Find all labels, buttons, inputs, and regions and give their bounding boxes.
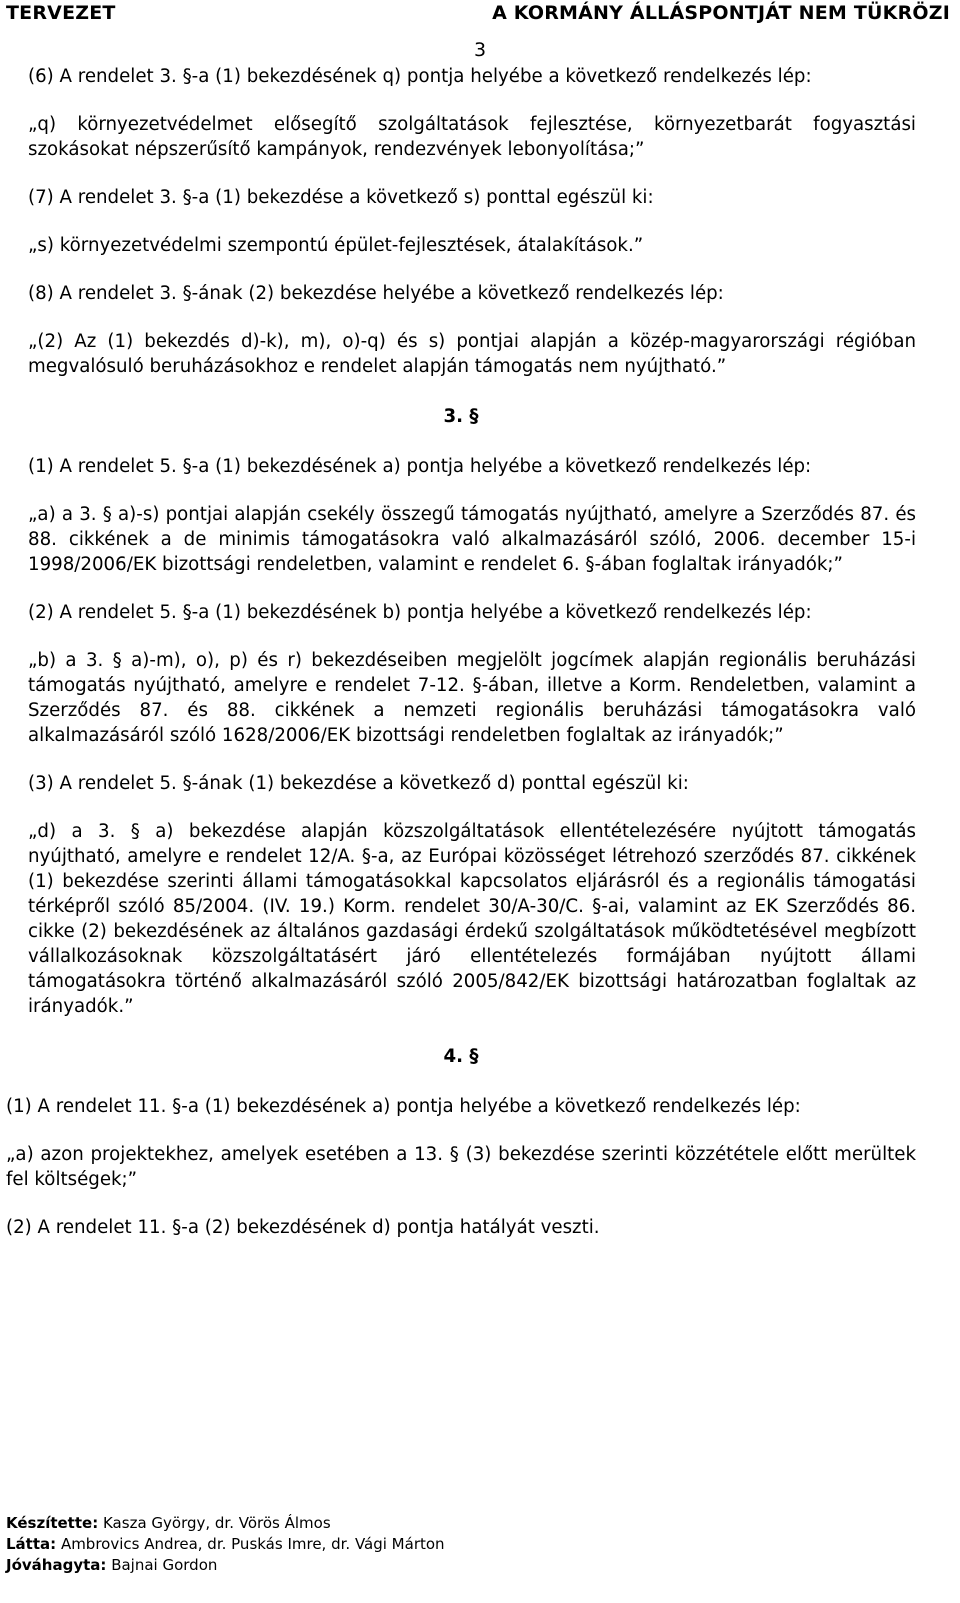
- paragraph-7-quote: „s) környezetvédelmi szempontú épület-fejlesztések, átalakítások.”: [28, 235, 644, 256]
- section-3-heading: 3. §: [443, 406, 479, 427]
- seen-by-names: Ambrovics Andrea, dr. Puskás Imre, dr. Vági Márton: [60, 1535, 445, 1553]
- approved-by-name: Bajnai Gordon: [111, 1556, 218, 1574]
- section-3-paragraph-1: (1) A rendelet 5. §-a (1) bekezdésének a) pontja helyébe a következő rendelkezés lép:: [28, 456, 812, 477]
- section-3-paragraph-1-quote: „a) a 3. § a)-s) pontjai alapján csekély összegű támogatás nyújtható, amelyre a Szerződés 87. és 88. cikkének a de minimis támogatásokra való alkalmazásáról szóló, 2006. december 15-i 1998/2006/EK bizottsági rendeletben, valamint e rendelet 6. §-ában foglaltak irányadók;”: [28, 504, 916, 575]
- approved-by-label: Jóváhagyta:: [6, 1556, 107, 1574]
- seen-by-label: Látta:: [6, 1535, 57, 1553]
- seen-by-line: [6, 1534, 445, 1555]
- paragraph-6-quote: „q) környezetvédelmet elősegítő szolgáltatások fejlesztése, környezetbarát fogyasztási szokásokat népszerűsítő kampányok, rendezvények lebonyolítása;”: [28, 114, 916, 160]
- section-4-heading: 4. §: [443, 1046, 479, 1067]
- section-3-paragraph-2-quote: „b) a 3. § a)-m), o), p) és r) bekezdéseiben megjelölt jogcímek alapján regionális beruházási támogatás nyújtható, amelyre e rendelet 7-12. §-ában, illetve a Korm. Rendeletben, valamint a Szerződés 87. és 88. cikkének a nemzeti regionális beruházási támogatásokra való alkalmazásáról szóló 1628/2006/EK bizottsági rendeletben foglaltak az irányadók;”: [28, 650, 916, 746]
- approved-by-line: [6, 1555, 445, 1576]
- section-3-paragraph-3-quote: „d) a 3. § a) bekezdése alapján közszolgáltatások ellentételezésére nyújtott támogatás nyújtható, amelyre e rendelet 12/A. §-a, az Európai közösséget létrehozó szerződés 87. cikkének (1) bekezdése szerinti állami támogatásokkal kapcsolatos eljárásról és a regionális támogatási térképről szóló 85/2004. (IV. 19.) Korm. rendelet 30/A-30/C. §-ai, valamint az EK Szerződés 86. cikke (2) bekezdésének az általános gazdasági érdekű szolgáltatások működtetésével megbízott vállalkozásoknak közszolgáltatásért járó ellentételezés formájában nyújtott állami támogatásokra történő alkalmazásáról szóló 2005/842/EK bizottsági határozatban foglaltak az irányadók.”: [28, 821, 916, 1017]
- section-4-paragraph-1: (1) A rendelet 11. §-a (1) bekezdésének a) pontja helyébe a következő rendelkezés lép:: [6, 1096, 801, 1117]
- paragraph-7: (7) A rendelet 3. §-a (1) bekezdése a következő s) ponttal egészül ki:: [28, 187, 654, 208]
- section-3-paragraph-2: (2) A rendelet 5. §-a (1) bekezdésének b) pontja helyébe a következő rendelkezés lép:: [28, 602, 812, 623]
- approval-footer: [6, 1513, 445, 1576]
- made-by-names: Kasza György, dr. Vörös Álmos: [102, 1514, 331, 1532]
- section-4-paragraph-2: (2) A rendelet 11. §-a (2) bekezdésének d) pontja hatályát veszti.: [6, 1217, 600, 1238]
- document-body: [6, 64, 916, 1263]
- page-number: 3: [473, 39, 487, 61]
- section-4-paragraph-1-quote: „a) azon projektekhez, amelyek esetében a 13. § (3) bekezdése szerinti közzététele előtt merültek fel költségek;”: [6, 1144, 916, 1190]
- paragraph-8: (8) A rendelet 3. §-ának (2) bekezdése helyébe a következő rendelkezés lép:: [28, 283, 724, 304]
- draft-header: TERVEZET: [6, 2, 116, 24]
- section-3-paragraph-3: (3) A rendelet 5. §-ának (1) bekezdése a következő d) ponttal egészül ki:: [28, 773, 689, 794]
- paragraph-8-quote: „(2) Az (1) bekezdés d)-k), m), o)-q) és s) pontjai alapján a közép-magyarországi régióban megvalósuló beruházásokhoz e rendelet alapján támogatás nem nyújtható.”: [28, 331, 916, 377]
- made-by-line: [6, 1513, 445, 1534]
- made-by-label: Készítette:: [6, 1514, 99, 1532]
- paragraph-6: (6) A rendelet 3. §-a (1) bekezdésének q) pontja helyébe a következő rendelkezés lép:: [28, 66, 812, 87]
- disclaimer-header: A KORMÁNY ÁLLÁSPONTJÁT NEM TÜKRÖZI: [492, 2, 950, 24]
